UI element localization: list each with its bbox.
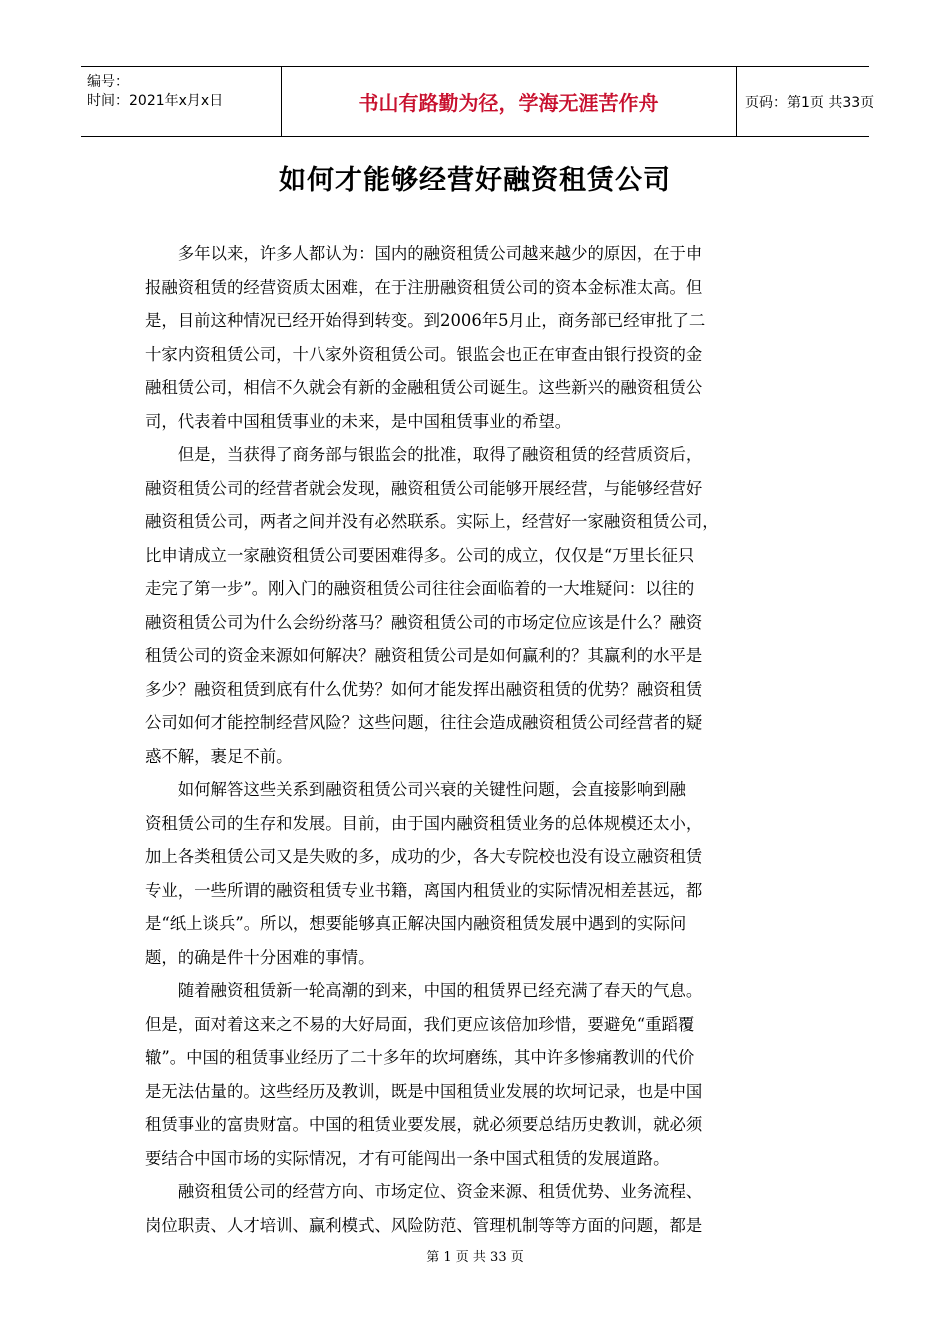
body-text-line: 多少？融资租赁到底有什么优势？如何才能发挥出融资租赁的优势？融资租赁 xyxy=(145,679,703,699)
body-text-line: 司，代表着中国租赁事业的未来，是中国租赁事业的希望。 xyxy=(145,411,572,431)
body-text-line: 随着融资租赁新一轮高潮的到来，中国的租赁界已经充满了春天的气息。 xyxy=(145,981,703,1000)
body-text-line: 融资租赁公司的经营者就会发现，融资租赁公司能够开展经营，与能够经营好 xyxy=(145,478,703,498)
body-text-line: 惑不解，裹足不前。 xyxy=(145,746,293,766)
body-text-line: 融资租赁公司为什么会纷纷落马？融资租赁公司的市场定位应该是什么？融资 xyxy=(145,612,703,632)
body-text-line: 十家内资租赁公司，十八家外资租赁公司。银监会也正在审查由银行投资的金 xyxy=(145,344,703,364)
header-motto-cell xyxy=(281,67,737,136)
body-text-line: 专业，一些所谓的融资租赁专业书籍，离国内租赁业的实际情况相差甚远，都 xyxy=(145,880,703,900)
body-text-line: 资租赁公司的生存和发展。目前，由于国内融资租赁业务的总体规模还太小， xyxy=(145,813,703,833)
body-text-line: 辙”。中国的租赁事业经历了二十多年的坎坷磨练，其中许多惨痛教训的代价 xyxy=(145,1048,695,1067)
document-body xyxy=(145,237,825,1242)
body-text-line: 比申请成立一家融资租赁公司要困难得多。公司的成立，仅仅是“万里长征只 xyxy=(145,545,695,565)
body-text-line: 租赁事业的富贵财富。中国的租赁业要发展，就必须要总结历史教训，就必须 xyxy=(145,1115,703,1134)
body-text-line: 租赁公司的资金来源如何解决？融资租赁公司是如何赢利的？其赢利的水平是 xyxy=(145,646,703,665)
body-text-line: 题，的确是件十分困难的事情。 xyxy=(145,947,375,967)
body-text-line: 是无法估量的。这些经历及教训，既是中国租赁业发展的坎坷记录，也是中国 xyxy=(145,1081,703,1101)
body-text-line: 是，目前这种情况已经开始得到转变。到2006年5月止，商务部已经审批了二 xyxy=(145,311,706,330)
page-footer: 第 1 页 共 33 页 xyxy=(426,1250,524,1265)
header-motto: 书山有路勤为径，学海无涯苦作舟 xyxy=(358,91,659,115)
body-text-line: 走完了第一步”。刚入门的融资租赁公司往往会面临着的一大堆疑问：以往的 xyxy=(145,579,695,598)
body-text-line: 融租赁公司，相信不久就会有新的金融租赁公司诞生。这些新兴的融资租赁公 xyxy=(145,378,703,397)
body-text-line: 岗位职责、人才培训、赢利模式、风险防范、管理机制等等方面的问题，都是 xyxy=(145,1215,703,1235)
body-text-line: 融资租赁公司的经营方向、市场定位、资金来源、租赁优势、业务流程、 xyxy=(145,1182,703,1201)
body-text-line: 公司如何才能控制经营风险？这些问题，往往会造成融资租赁公司经营者的疑 xyxy=(145,713,703,732)
document-time-label: 时间：2021年x月x日 xyxy=(87,93,224,109)
body-text-line: 融资租赁公司，两者之间并没有必然联系。实际上，经营好一家融资租赁公司， xyxy=(145,512,719,531)
body-text-line: 是“纸上谈兵”。所以，想要能够真正解决国内融资租赁发展中遇到的实际问 xyxy=(145,914,687,933)
body-text-line: 如何解答这些关系到融资租赁公司兴衰的关键性问题，会直接影响到融 xyxy=(145,780,686,799)
header-page-code: 页码：第1页 共33页 xyxy=(745,95,875,111)
body-text-line: 加上各类租赁公司又是失败的多，成功的少，各大专院校也没有设立融资租赁 xyxy=(145,847,703,866)
document-title: 如何才能够经营好融资租赁公司 xyxy=(279,165,671,196)
page-header xyxy=(81,66,875,137)
header-meta-cell xyxy=(81,67,282,136)
body-text-line: 但是，面对着这来之不易的大好局面，我们更应该倍加珍惜，要避免“重蹈覆 xyxy=(145,1014,695,1034)
body-text-line: 报融资租赁的经营资质太困难，在于注册融资租赁公司的资本金标准太高。但 xyxy=(145,277,703,297)
body-text-line: 多年以来，许多人都认为：国内的融资租赁公司越来越少的原因，在于申 xyxy=(145,244,703,263)
document-number-label: 编号： xyxy=(87,74,129,90)
body-text-line: 要结合中国市场的实际情况，才有可能闯出一条中国式租赁的发展道路。 xyxy=(145,1148,670,1168)
body-text-line: 但是，当获得了商务部与银监会的批准，取得了融资租赁的经营质资后， xyxy=(145,445,703,464)
header-page-cell xyxy=(736,67,875,136)
